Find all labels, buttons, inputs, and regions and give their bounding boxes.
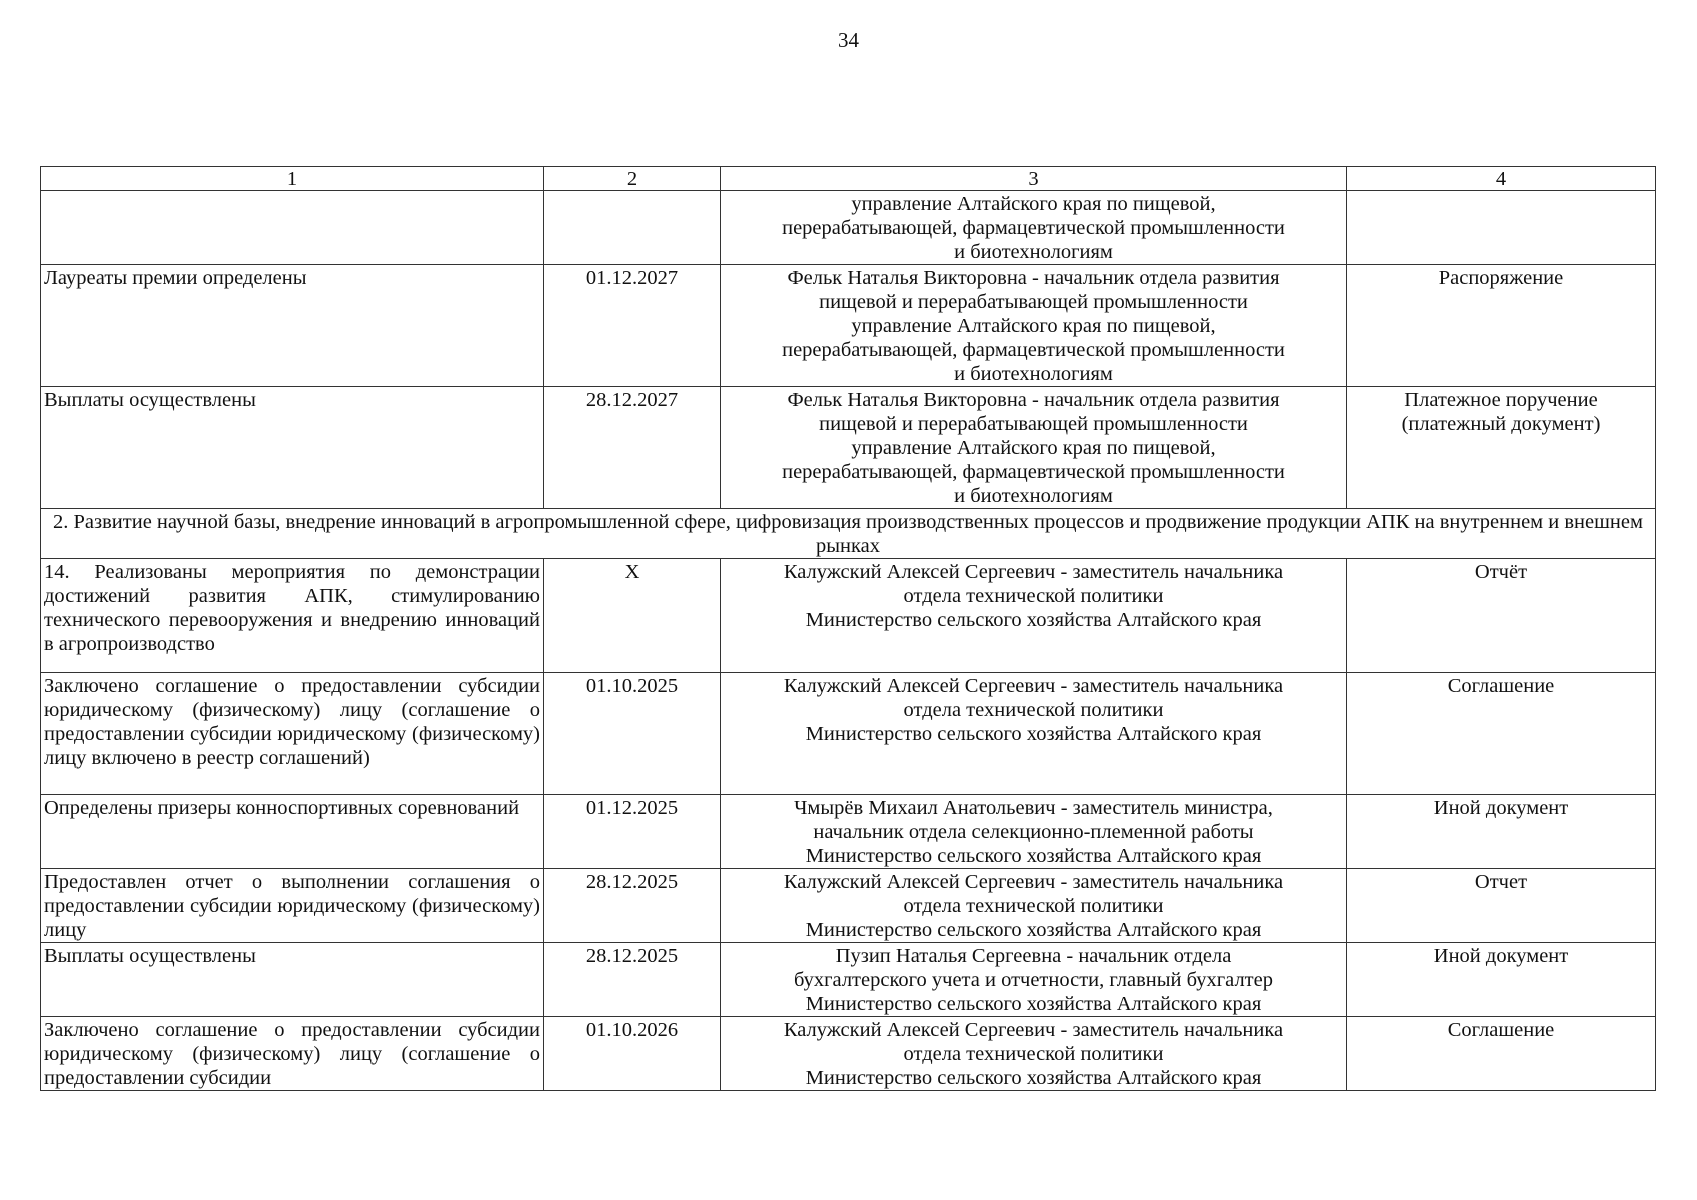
responsible-line: Фельк Наталья Викторовна - начальник отдела развития (787, 389, 1280, 411)
table-row (41, 387, 1656, 509)
table-row (41, 943, 1656, 1017)
cell-date: 01.10.2025 (544, 673, 721, 795)
cell-date: 01.12.2025 (544, 795, 721, 869)
responsible-line: Пузип Наталья Сергеевна - начальник отдела (835, 945, 1232, 967)
responsible-line: отдела технической политики (903, 585, 1164, 607)
cell-responsible (721, 673, 1347, 795)
responsible-line: отдела технической политики (903, 895, 1164, 917)
responsible-line: перерабатывающей, фармацевтической промышленности (782, 461, 1285, 483)
table-row (41, 869, 1656, 943)
cell-date: 28.12.2027 (544, 387, 721, 509)
responsible-line: пищевой и перерабатывающей промышленности (819, 413, 1248, 435)
cell-responsible (721, 1017, 1347, 1091)
cell-document: Отчёт (1347, 559, 1656, 673)
cell-event (41, 191, 544, 265)
cell-event: Выплаты осуществлены (41, 387, 544, 509)
table-row (41, 559, 1656, 673)
table-row (41, 1017, 1656, 1091)
responsible-line: Чмырёв Михаил Анатольевич - заместитель министра, (794, 797, 1273, 819)
responsible-line: Министерство сельского хозяйства Алтайского края (805, 1067, 1262, 1089)
responsible-line: Министерство сельского хозяйства Алтайского края (805, 723, 1262, 745)
responsible-line: Калужский Алексей Сергеевич - заместитель начальника (783, 871, 1284, 893)
responsible-line: Калужский Алексей Сергеевич - заместитель начальника (783, 1019, 1284, 1041)
responsible-line: отдела технической политики (903, 1043, 1164, 1065)
responsible-line: Министерство сельского хозяйства Алтайского края (805, 919, 1262, 941)
column-header-2: 2 (544, 167, 721, 191)
responsible-line: управление Алтайского края по пищевой, (851, 315, 1216, 337)
cell-event: Определены призеры конноспортивных соревнований (41, 795, 544, 869)
responsible-line: Министерство сельского хозяйства Алтайского края (805, 993, 1262, 1015)
responsible-line: начальник отдела селекционно-племенной работы (813, 821, 1254, 843)
cell-event: Заключено соглашение о предоставлении субсидии юридическому (физическому) лицу (соглашение о предоставлении субсидии (41, 1017, 544, 1091)
responsible-line: Фельк Наталья Викторовна - начальник отдела развития (787, 267, 1280, 289)
responsible-line: перерабатывающей, фармацевтической промышленности (782, 339, 1285, 361)
cell-event: Предоставлен отчет о выполнении соглашения о предоставлении субсидии юридическому (физическому) лицу (41, 869, 544, 943)
cell-event: Заключено соглашение о предоставлении субсидии юридическому (физическому) лицу (соглашение о предоставлении субсидии юридическому (физическому) лицу включено в реестр соглашений) (41, 673, 544, 795)
responsible-line: Министерство сельского хозяйства Алтайского края (805, 845, 1262, 867)
responsible-line: Калужский Алексей Сергеевич - заместитель начальника (783, 675, 1284, 697)
responsible-line: пищевой и перерабатывающей промышленности (819, 291, 1248, 313)
cell-document: Соглашение (1347, 673, 1656, 795)
cell-responsible (721, 943, 1347, 1017)
cell-event: 14. Реализованы мероприятия по демонстрации достижений развития АПК, стимулированию технического перевооружения и внедрению инноваций в агропроизводство (41, 559, 544, 673)
responsible-line: и биотехнологиям (954, 363, 1113, 385)
section-heading: 2. Развитие научной базы, внедрение инноваций в агропромышленной сфере, цифровизация производственных процессов и продвижение продукции АПК на внутреннем и внешнем рынках (41, 509, 1656, 559)
cell-event: Выплаты осуществлены (41, 943, 544, 1017)
cell-date (544, 191, 721, 265)
table-row (41, 191, 1656, 265)
responsible-line: управление Алтайского края по пищевой, (851, 193, 1216, 215)
cell-document: Платежное поручение (платежный документ) (1347, 387, 1656, 509)
cell-responsible (721, 559, 1347, 673)
cell-responsible (721, 869, 1347, 943)
cell-responsible (721, 795, 1347, 869)
responsible-line: Калужский Алексей Сергеевич - заместитель начальника (783, 561, 1284, 583)
table-row (41, 265, 1656, 387)
cell-document: Распоряжение (1347, 265, 1656, 387)
responsible-line: перерабатывающей, фармацевтической промышленности (782, 217, 1285, 239)
document-table (40, 166, 1656, 1091)
column-header-3: 3 (721, 167, 1347, 191)
responsible-line: отдела технической политики (903, 699, 1164, 721)
responsible-line: и биотехнологиям (954, 241, 1113, 263)
section-heading-row (41, 509, 1656, 559)
responsible-line: и биотехнологиям (954, 485, 1113, 507)
cell-document: Иной документ (1347, 943, 1656, 1017)
cell-date: X (544, 559, 721, 673)
cell-document: Соглашение (1347, 1017, 1656, 1091)
cell-date: 28.12.2025 (544, 869, 721, 943)
cell-document: Отчет (1347, 869, 1656, 943)
cell-date: 01.10.2026 (544, 1017, 721, 1091)
cell-document (1347, 191, 1656, 265)
responsible-line: Министерство сельского хозяйства Алтайского края (805, 609, 1262, 631)
cell-document: Иной документ (1347, 795, 1656, 869)
table-header-row (41, 167, 1656, 191)
cell-date: 28.12.2025 (544, 943, 721, 1017)
column-header-4: 4 (1347, 167, 1656, 191)
page-number: 34 (838, 28, 859, 52)
responsible-line: управление Алтайского края по пищевой, (851, 437, 1216, 459)
cell-event: Лауреаты премии определены (41, 265, 544, 387)
cell-responsible (721, 387, 1347, 509)
cell-date: 01.12.2027 (544, 265, 721, 387)
cell-responsible (721, 191, 1347, 265)
table-row (41, 673, 1656, 795)
responsible-line: бухгалтерского учета и отчетности, главный бухгалтер (793, 969, 1273, 991)
table-row (41, 795, 1656, 869)
cell-responsible (721, 265, 1347, 387)
column-header-1: 1 (41, 167, 544, 191)
